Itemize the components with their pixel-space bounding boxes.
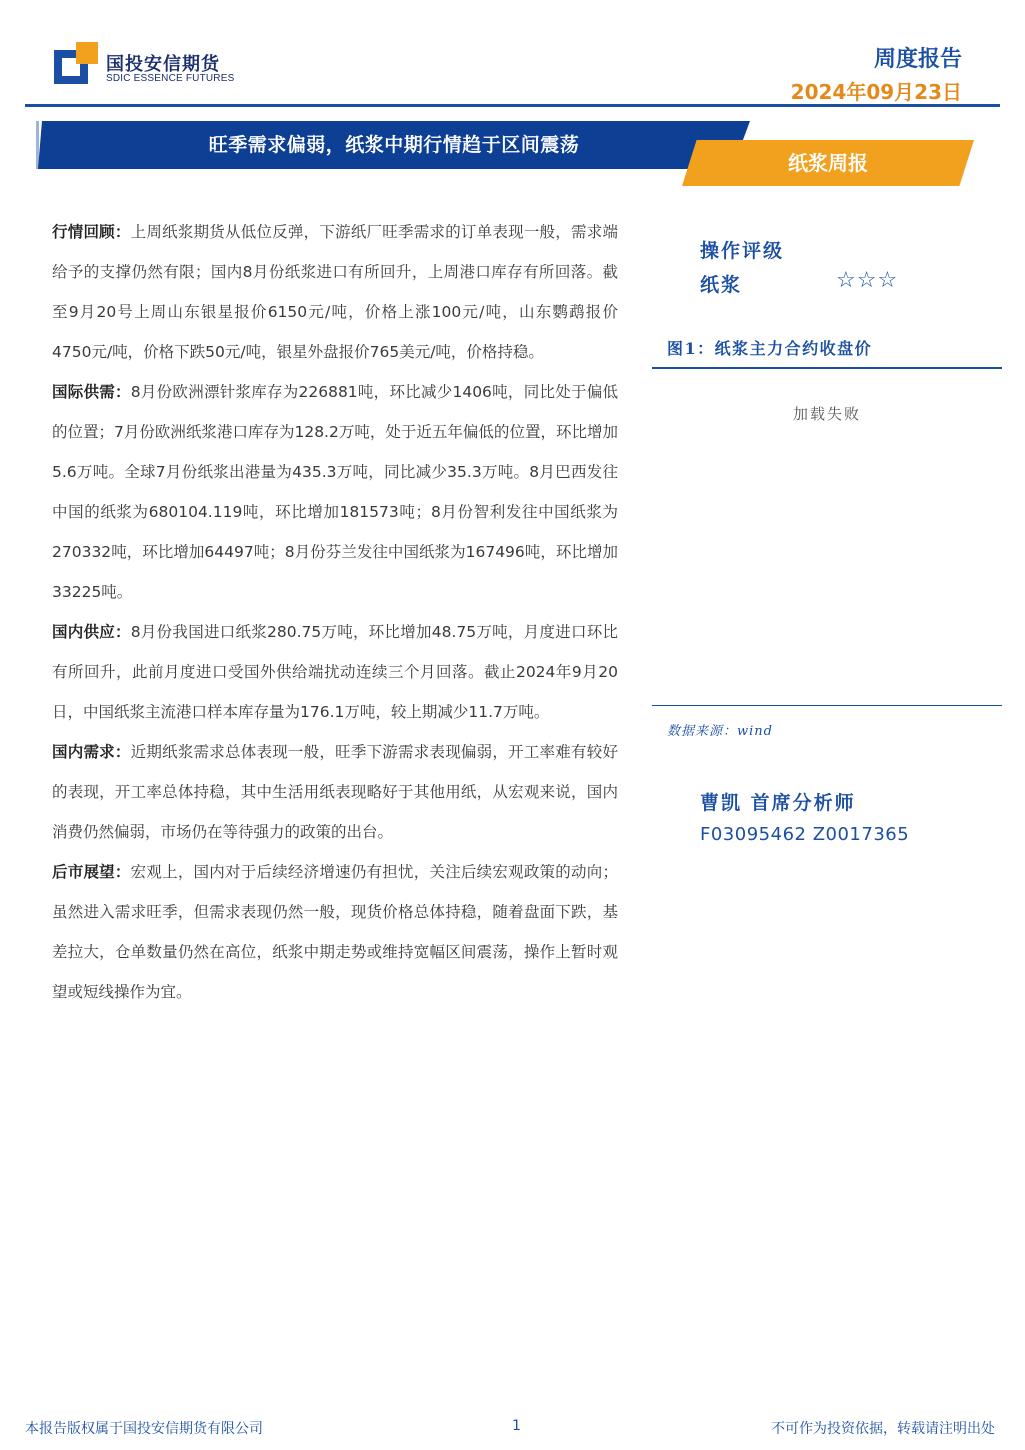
report-type: 周度报告 (873, 47, 962, 72)
section-domestic-demand (52, 732, 618, 852)
section-text: 近期纸浆需求总体表现一般，旺季下游需求表现偏弱，开工率难有较好的表现，开工率总体持稳，其中生活用纸表现略好于其他用纸，从宏观来说，国内消费仍然偏弱，市场仍在等待强力的政策的出台。 (52, 743, 618, 841)
section-text: 宏观上，国内对于后续经济增速仍有担忧，关注后续宏观政策的动向；虽然进入需求旺季，但需求表现仍然一般，现货价格总体持稳，随着盘面下跌，基差拉大，仓单数量仍然在高位，纸浆中期走势或维持宽幅区间震荡，操作上暂时观望或短线操作为宜。 (52, 863, 618, 1001)
analyst-license-id: F03095462 Z0017365 (700, 824, 910, 845)
logo-text-cn: 国投安信期货 (106, 54, 220, 75)
page-number: 1 (512, 1418, 521, 1434)
section-international-supply (52, 372, 618, 612)
rating-stars-icon: ☆☆☆ (836, 268, 899, 293)
section-label: 国际供需： (52, 383, 131, 401)
report-date: 2024年09月23日 (790, 80, 962, 104)
logo-mark-icon (54, 42, 98, 84)
rating-title: 操作评级 (700, 240, 785, 262)
figure-title: 图1：纸浆主力合约收盘价 (667, 339, 873, 358)
section-label: 行情回顾： (52, 223, 131, 241)
section-domestic-supply (52, 612, 618, 732)
section-text: 上周纸浆期货从低位反弹，下游纸厂旺季需求的订单表现一般，需求端给予的支撑仍然有限；国内8月份纸浆进口有所回升，上周港口库存有所回落。截至9月20号上周山东银星报价6150元/吨，价格上涨100元/吨，山东鹦鹉报价4750元/吨，价格下跌50元/吨，银星外盘报价765美元/吨，价格持稳。 (52, 223, 618, 361)
analyst-name: 曹凯 首席分析师 (700, 792, 856, 814)
section-text: 8月份我国进口纸浆280.75万吨，环比增加48.75万吨，月度进口环比有所回升，此前月度进口受国外供给端扰动连续三个月回落。截止2024年9月20日，中国纸浆主流港口样本库存量为176.1万吨，较上期减少11.7万吨。 (52, 623, 618, 721)
figure-load-status: 加载失败 (792, 405, 861, 423)
category-tag: 纸浆周报 (788, 151, 868, 175)
figure-placeholder (652, 369, 1002, 705)
footer-disclaimer: 不可作为投资依据，转载请注明出处 (771, 1421, 995, 1437)
figure-source: 数据来源：wind (667, 724, 773, 739)
header-divider (25, 104, 1000, 107)
section-market-review (52, 212, 618, 372)
report-title: 旺季需求偏弱，纸浆中期行情趋于区间震荡 (208, 134, 580, 156)
rating-product: 纸浆 (700, 274, 743, 296)
section-label: 国内供应： (52, 623, 131, 641)
section-label: 后市展望： (52, 863, 131, 881)
report-body (52, 212, 618, 1012)
section-outlook (52, 852, 618, 1012)
section-text: 8月份欧洲漂针浆库存为226881吨，环比减少1406吨，同比处于偏低的位置；7月份欧洲纸浆港口库存为128.2万吨，处于近五年偏低的位置，环比增加5.6万吨。全球7月份纸浆出港量为435.3万吨，同比减少35.3万吨。8月巴西发往中国的纸浆为680104.119吨，环比增加181573吨；8月份智利发往中国纸浆为270332吨，环比增加64497吨；8月份芬兰发往中国纸浆为167496吨，环比增加33225吨。 (52, 383, 618, 601)
section-label: 国内需求： (52, 743, 131, 761)
figure-bottom-rule (652, 705, 1002, 706)
logo-text-en: SDIC ESSENCE FUTURES (106, 73, 235, 84)
footer-copyright: 本报告版权属于国投安信期货有限公司 (25, 1421, 263, 1437)
company-logo (54, 40, 254, 88)
